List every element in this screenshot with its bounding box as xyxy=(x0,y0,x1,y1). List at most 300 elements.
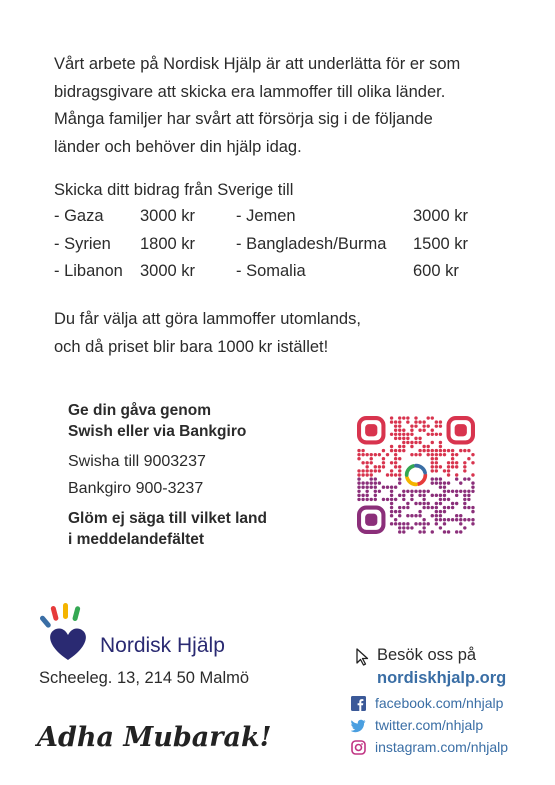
qr-module xyxy=(374,498,377,501)
qr-module xyxy=(435,433,438,436)
qr-module xyxy=(394,465,397,468)
qr-module xyxy=(374,485,377,488)
qr-module xyxy=(361,498,364,501)
qr-module xyxy=(406,416,409,419)
qr-module xyxy=(374,469,377,472)
qr-module xyxy=(443,490,446,493)
qr-module xyxy=(431,481,434,484)
qr-center-logo-segment xyxy=(418,475,425,484)
qr-module xyxy=(471,473,474,476)
qr-module xyxy=(361,453,364,456)
qr-module xyxy=(431,441,434,444)
qr-module xyxy=(394,518,397,521)
qr-module xyxy=(463,490,466,493)
qr-module xyxy=(435,477,438,480)
greeting-text: Adha Mubarak! xyxy=(37,722,272,753)
qr-module xyxy=(398,420,401,423)
qr-module xyxy=(365,498,368,501)
qr-module xyxy=(386,498,389,501)
note-line: Du får välja att göra lammoffer utomlands, xyxy=(54,310,361,328)
qr-module xyxy=(431,477,434,480)
qr-module xyxy=(431,514,434,517)
qr-module xyxy=(374,477,377,480)
reminder-line: i meddelandefältet xyxy=(68,531,205,548)
offer-note xyxy=(54,306,361,361)
hand-heart-logo-icon xyxy=(38,603,98,663)
qr-module xyxy=(422,498,425,501)
qr-module xyxy=(455,502,458,505)
visit-block xyxy=(356,645,546,687)
qr-module xyxy=(443,530,446,533)
qr-module xyxy=(455,490,458,493)
qr-module xyxy=(370,473,373,476)
qr-module xyxy=(467,457,470,460)
qr-module xyxy=(361,461,364,464)
qr-module xyxy=(414,522,417,525)
qr-module xyxy=(455,530,458,533)
qr-module xyxy=(357,490,360,493)
qr-module xyxy=(370,498,373,501)
qr-module xyxy=(422,506,425,509)
qr-module xyxy=(402,445,405,448)
qr-module xyxy=(398,429,401,432)
qr-module xyxy=(390,445,393,448)
qr-module xyxy=(418,502,421,505)
qr-module xyxy=(451,518,454,521)
qr-module xyxy=(471,461,474,464)
qr-module xyxy=(378,453,381,456)
qr-module xyxy=(467,490,470,493)
intro-line: länder och behöver din hjälp idag. xyxy=(54,137,302,156)
qr-module xyxy=(398,469,401,472)
qr-finder-pattern xyxy=(359,508,383,532)
qr-module xyxy=(451,449,454,452)
qr-module xyxy=(451,490,454,493)
qr-module xyxy=(463,498,466,501)
qr-module xyxy=(431,429,434,432)
qr-module xyxy=(447,449,450,452)
qr-module xyxy=(374,481,377,484)
qr-module xyxy=(422,522,425,525)
visit-label: Besök oss på xyxy=(377,646,477,664)
qr-module xyxy=(357,498,360,501)
qr-module xyxy=(398,437,401,440)
qr-module xyxy=(459,514,462,517)
qr-module xyxy=(443,518,446,521)
qr-module xyxy=(357,457,360,460)
qr-module xyxy=(471,522,474,525)
qr-module xyxy=(471,518,474,521)
qr-module xyxy=(435,420,438,423)
qr-module xyxy=(471,506,474,509)
qr-module xyxy=(394,498,397,501)
qr-module xyxy=(459,522,462,525)
qr-module xyxy=(410,433,413,436)
qr-module xyxy=(402,530,405,533)
qr-module xyxy=(435,469,438,472)
country-price: 1500 kr xyxy=(413,234,469,253)
qr-module xyxy=(398,494,401,497)
qr-module xyxy=(390,433,393,436)
payment-reminder xyxy=(68,508,328,550)
qr-module xyxy=(418,437,421,440)
qr-module xyxy=(467,498,470,501)
qr-module xyxy=(398,457,401,460)
payment-heading xyxy=(68,400,328,442)
qr-module xyxy=(374,490,377,493)
qr-module xyxy=(431,469,434,472)
qr-module xyxy=(426,522,429,525)
note-line: och då priset blir bara 1000 kr istället! xyxy=(54,337,329,356)
qr-module xyxy=(426,433,429,436)
qr-module xyxy=(435,465,438,468)
qr-module xyxy=(451,453,454,456)
qr-module xyxy=(422,429,425,432)
qr-module xyxy=(365,453,368,456)
brand-name: Nordisk Hjälp xyxy=(100,634,225,657)
qr-finder-pattern xyxy=(359,418,383,442)
qr-module xyxy=(439,526,442,529)
qr-module xyxy=(382,465,385,468)
qr-module xyxy=(394,510,397,513)
qr-module xyxy=(414,416,417,419)
qr-module xyxy=(390,502,393,505)
qr-module xyxy=(447,506,450,509)
qr-module xyxy=(390,485,393,488)
twitter-link[interactable]: twitter.com/nhjalp xyxy=(375,717,484,733)
qr-module xyxy=(394,457,397,460)
qr-module xyxy=(447,518,450,521)
qr-module xyxy=(439,445,442,448)
qr-module xyxy=(390,461,393,464)
country-price: 3000 kr xyxy=(140,207,196,225)
qr-module xyxy=(459,481,462,484)
facebook-icon xyxy=(351,696,366,711)
qr-module xyxy=(426,506,429,509)
qr-module xyxy=(463,469,466,472)
qr-module xyxy=(357,481,360,484)
qr-module xyxy=(422,420,425,423)
qr-module xyxy=(394,437,397,440)
qr-module xyxy=(422,424,425,427)
qr-module xyxy=(422,530,425,533)
country-price: 3000 kr xyxy=(140,262,196,280)
qr-module xyxy=(414,453,417,456)
qr-module xyxy=(365,465,368,468)
qr-module xyxy=(459,518,462,521)
qr-module xyxy=(365,481,368,484)
qr-module xyxy=(398,526,401,529)
qr-module xyxy=(439,485,442,488)
qr-module xyxy=(435,518,438,521)
qr-module xyxy=(439,494,442,497)
qr-module xyxy=(390,514,393,517)
qr-module xyxy=(431,433,434,436)
qr-module xyxy=(439,424,442,427)
qr-module xyxy=(463,506,466,509)
qr-module xyxy=(443,453,446,456)
qr-module xyxy=(443,494,446,497)
qr-module xyxy=(439,433,442,436)
country-name: - Bangladesh/Burma xyxy=(236,234,387,253)
swish-number: Swisha till 9003237 xyxy=(68,453,206,470)
qr-module xyxy=(394,449,397,452)
qr-module xyxy=(435,457,438,460)
instagram-link[interactable]: instagram.com/nhjalp xyxy=(375,739,509,755)
qr-module xyxy=(443,449,446,452)
qr-module xyxy=(455,494,458,497)
qr-module xyxy=(447,461,450,464)
qr-module xyxy=(378,469,381,472)
qr-module xyxy=(426,424,429,427)
qr-module xyxy=(361,485,364,488)
facebook-link[interactable]: facebook.com/nhjalp xyxy=(375,695,504,711)
qr-module xyxy=(370,469,373,472)
qr-module xyxy=(463,449,466,452)
qr-module xyxy=(378,465,381,468)
qr-module xyxy=(394,485,397,488)
qr-module xyxy=(370,485,373,488)
qr-module xyxy=(410,445,413,448)
qr-module xyxy=(414,490,417,493)
qr-module xyxy=(471,510,474,513)
qr-module xyxy=(418,494,421,497)
qr-module xyxy=(426,490,429,493)
qr-module xyxy=(406,514,409,517)
qr-module xyxy=(357,494,360,497)
qr-module xyxy=(394,473,397,476)
qr-module xyxy=(414,437,417,440)
qr-module xyxy=(459,530,462,533)
qr-module xyxy=(390,449,393,452)
qr-module xyxy=(410,490,413,493)
country-name: - Jemen xyxy=(236,207,296,225)
qr-module xyxy=(406,502,409,505)
qr-module xyxy=(374,494,377,497)
qr-module xyxy=(390,498,393,501)
brand-address: Scheeleg. 13, 214 50 Malmö xyxy=(39,669,250,687)
qr-module xyxy=(418,429,421,432)
qr-module xyxy=(357,453,360,456)
qr-module xyxy=(370,481,373,484)
qr-module xyxy=(378,481,381,484)
qr-module xyxy=(410,441,413,444)
qr-module xyxy=(443,498,446,501)
qr-module xyxy=(426,416,429,419)
qr-module xyxy=(471,481,474,484)
qr-module xyxy=(390,416,393,419)
bankgiro-number: Bankgiro 900-3237 xyxy=(68,480,204,497)
qr-module xyxy=(435,514,438,517)
qr-module xyxy=(357,485,360,488)
qr-module xyxy=(394,461,397,464)
qr-module xyxy=(406,437,409,440)
qr-module xyxy=(435,522,438,525)
qr-module xyxy=(370,477,373,480)
qr-module xyxy=(410,424,413,427)
qr-module xyxy=(414,514,417,517)
qr-module xyxy=(398,510,401,513)
qr-module xyxy=(422,449,425,452)
qr-module xyxy=(467,477,470,480)
qr-module xyxy=(390,469,393,472)
qr-module xyxy=(467,506,470,509)
qr-module xyxy=(410,494,413,497)
cursor-icon xyxy=(356,648,370,666)
qr-module xyxy=(439,481,442,484)
qr-module xyxy=(414,424,417,427)
qr-module xyxy=(398,449,401,452)
qr-module xyxy=(463,461,466,464)
countries-heading: Skicka ditt bidrag från Sverige till xyxy=(54,181,294,199)
swish-qr-code[interactable] xyxy=(357,416,475,534)
qr-module xyxy=(390,522,393,525)
qr-module xyxy=(365,485,368,488)
qr-module xyxy=(431,506,434,509)
qr-module xyxy=(447,465,450,468)
qr-module xyxy=(402,449,405,452)
qr-module xyxy=(455,461,458,464)
qr-center-logo-segment xyxy=(416,466,425,473)
qr-module xyxy=(439,510,442,513)
qr-module xyxy=(455,453,458,456)
qr-module xyxy=(422,502,425,505)
country-name: - Somalia xyxy=(236,262,306,280)
qr-module xyxy=(422,526,425,529)
qr-module xyxy=(431,457,434,460)
qr-module xyxy=(455,465,458,468)
qr-module xyxy=(398,424,401,427)
qr-module xyxy=(463,494,466,497)
qr-module xyxy=(435,506,438,509)
payment-heading-line: Ge din gåva genom xyxy=(68,402,211,419)
qr-module xyxy=(382,449,385,452)
qr-module xyxy=(398,465,401,468)
qr-module xyxy=(451,457,454,460)
qr-module xyxy=(467,518,470,521)
qr-module xyxy=(398,477,401,480)
qr-module xyxy=(443,506,446,509)
qr-module xyxy=(455,477,458,480)
qr-module xyxy=(414,502,417,505)
qr-module xyxy=(394,522,397,525)
qr-module xyxy=(471,453,474,456)
qr-module xyxy=(463,518,466,521)
qr-module xyxy=(365,490,368,493)
country-name: - Gaza xyxy=(54,207,104,225)
qr-module xyxy=(439,441,442,444)
country-name: - Libanon xyxy=(54,262,123,280)
qr-module xyxy=(402,437,405,440)
intro-line: Många familjer har svårt att försörja sig i de följande xyxy=(54,110,433,128)
qr-module xyxy=(382,457,385,460)
qr-module xyxy=(439,498,442,501)
qr-module xyxy=(398,522,401,525)
qr-module xyxy=(443,481,446,484)
qr-module xyxy=(394,429,397,432)
qr-module xyxy=(439,514,442,517)
qr-module xyxy=(402,526,405,529)
qr-module xyxy=(447,473,450,476)
qr-module xyxy=(447,481,450,484)
qr-module xyxy=(463,526,466,529)
qr-module xyxy=(361,481,364,484)
qr-module xyxy=(435,449,438,452)
qr-module xyxy=(418,510,421,513)
qr-module xyxy=(451,461,454,464)
qr-module xyxy=(394,424,397,427)
qr-module xyxy=(410,498,413,501)
qr-module xyxy=(361,473,364,476)
qr-module xyxy=(455,514,458,517)
qr-module xyxy=(463,465,466,468)
country-name: - Syrien xyxy=(54,234,111,253)
qr-module xyxy=(394,420,397,423)
country-price: 3000 kr xyxy=(413,207,469,225)
qr-module xyxy=(418,490,421,493)
intro-line: bidragsgivare att skicka era lammoffer till olika länder. xyxy=(54,82,446,101)
qr-module xyxy=(418,453,421,456)
qr-module xyxy=(390,420,393,423)
qr-module xyxy=(443,522,446,525)
qr-module xyxy=(398,481,401,484)
qr-module xyxy=(435,453,438,456)
qr-module xyxy=(357,473,360,476)
qr-module xyxy=(410,453,413,456)
qr-module xyxy=(406,490,409,493)
qr-module xyxy=(439,502,442,505)
qr-module xyxy=(422,490,425,493)
qr-module xyxy=(447,469,450,472)
qr-module xyxy=(439,449,442,452)
qr-module xyxy=(418,522,421,525)
qr-module xyxy=(435,481,438,484)
qr-module xyxy=(394,433,397,436)
qr-module xyxy=(386,485,389,488)
qr-center-logo-segment xyxy=(407,477,416,484)
qr-module xyxy=(426,502,429,505)
qr-module xyxy=(431,494,434,497)
qr-module xyxy=(382,461,385,464)
qr-module xyxy=(418,449,421,452)
qr-module xyxy=(406,433,409,436)
qr-module xyxy=(451,502,454,505)
qr-module xyxy=(386,453,389,456)
qr-module xyxy=(414,420,417,423)
qr-module xyxy=(418,441,421,444)
qr-module xyxy=(398,416,401,419)
qr-module xyxy=(435,461,438,464)
qr-module xyxy=(435,494,438,497)
qr-module xyxy=(402,498,405,501)
qr-module xyxy=(435,424,438,427)
qr-module xyxy=(422,494,425,497)
website-link[interactable]: nordiskhjalp.org xyxy=(377,669,507,687)
qr-module xyxy=(431,530,434,533)
qr-module xyxy=(361,494,364,497)
qr-module xyxy=(386,473,389,476)
qr-module xyxy=(365,473,368,476)
qr-module xyxy=(426,453,429,456)
qr-module xyxy=(378,490,381,493)
qr-module xyxy=(390,473,393,476)
qr-module xyxy=(418,514,421,517)
qr-module xyxy=(406,506,409,509)
qr-module xyxy=(361,449,364,452)
qr-module xyxy=(398,445,401,448)
qr-module xyxy=(439,465,442,468)
qr-module xyxy=(357,477,360,480)
